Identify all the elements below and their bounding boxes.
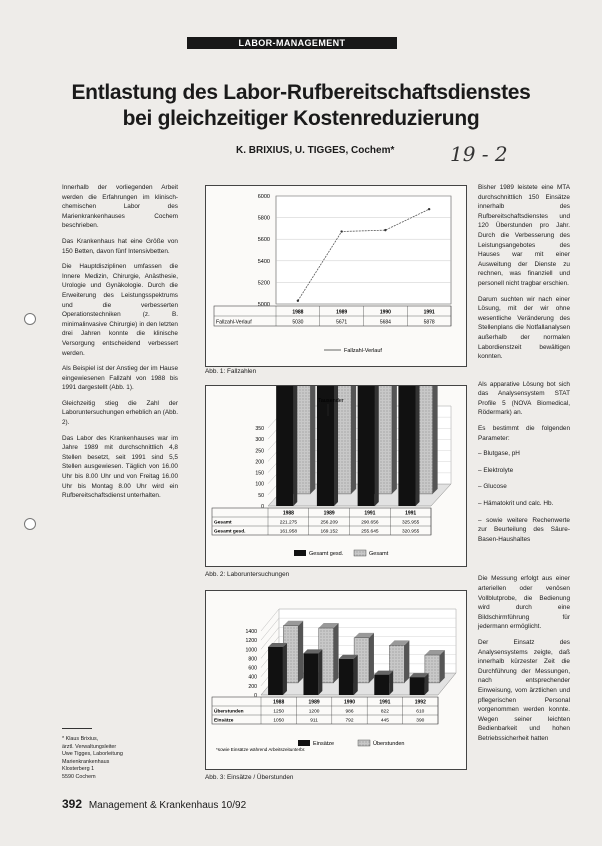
- bar-side: [293, 386, 297, 506]
- parameter-item: – Blutgase, pH: [478, 450, 520, 458]
- footnote-line: ärztl. Verwaltungsleiter: [62, 743, 117, 750]
- y-tick-label: 0: [254, 693, 257, 699]
- footnote-rule: [62, 728, 92, 729]
- paragraph: Darum suchten wir nach einer Lösung, mit der wir ohne wesentliche Veränderung des Stellenplans die Notfallanalysen außerhalb der normalen Labordienstzeit bewältigen konnten.: [478, 295, 570, 361]
- paragraph: Die Hauptdisziplinen umfassen die Innere Medizin, Chirurgie, Anästhesie, Urologie und Gynäkologie. Durch die Erweiterung des Leistungsspektrums und die verbesserten Operationstechniken (z. B. minimalinvasive Chirurgie) in den letzten drei Jahren konnte die klinische Versorgung entscheidend verbessert werden.: [62, 263, 178, 357]
- data-point: [384, 229, 386, 231]
- publication-name: Management & Krankenhaus 10/92: [88, 800, 247, 811]
- bar-side: [389, 671, 393, 695]
- paragraph: Das Krankenhaus hat eine Größe von 150 Betten, davon fünf Intensivbetten.: [62, 237, 178, 255]
- x-tick-label: 1992: [414, 699, 426, 706]
- table-row-label: Überstunden: [214, 709, 244, 715]
- y-tick-label: 300: [255, 437, 264, 444]
- y-tick-label: 6000: [257, 194, 270, 200]
- data-label: 221.275: [279, 520, 298, 526]
- x-tick-label: 1989: [308, 699, 320, 706]
- page-footer: [62, 797, 246, 811]
- y-tick-label: 800: [248, 656, 257, 663]
- x-tick-label: 1988: [273, 699, 285, 706]
- x-tick-label: 1991: [405, 510, 417, 517]
- bar-side: [298, 621, 303, 683]
- legend-swatch: [298, 740, 310, 746]
- paragraph: Innerhalb der vorliegenden Arbeit werden die Erfahrungen im klinisch-chemischen Labor des Marienkrankenhauses Cochem beschrieben.: [62, 184, 178, 230]
- bar-chart-einsaetze: [206, 591, 466, 769]
- footnote-line: * Klaus Brixius,: [62, 736, 99, 742]
- bar-side: [392, 386, 397, 494]
- bar-side: [354, 655, 358, 695]
- legend-label: Gesamt: [369, 551, 389, 557]
- y-tick-label: 100: [255, 481, 264, 488]
- left-column: [62, 183, 178, 507]
- parameter-item: – sowie weitere Rechenwerte zur Beurteilung des Säure-Basen-Haushaltes: [478, 516, 570, 543]
- bar-side: [318, 649, 322, 695]
- data-label: 1200: [308, 709, 320, 715]
- data-point: [340, 230, 342, 232]
- data-label: 5030: [292, 319, 304, 326]
- bar-Gesamt gesd.: [317, 386, 334, 506]
- data-label: 290.656: [361, 520, 379, 526]
- table-row-label: Gesamt: [214, 520, 232, 526]
- data-label: 169.152: [320, 529, 338, 535]
- parameter-item: – Elektrolyte: [478, 466, 514, 474]
- figure-2-caption: Abb. 2: Laboruntersuchungen: [205, 571, 290, 578]
- title-line-1: Entlastung des Labor-Rufbereitschaftsdienstes: [71, 81, 531, 104]
- legend-swatch: [354, 550, 366, 556]
- chart-note: *sowie Einsätze während Arbeitszeitunterbr.: [216, 747, 306, 752]
- y-tick-label: 5400: [257, 258, 270, 265]
- bar-Einsätze: [374, 675, 389, 695]
- paragraph: Die Messung erfolgt aus einer arteriellen oder venösen Vollblutprobe, die Bedienung wird durch eine Bildschirmführung für jedermann ermöglicht.: [478, 575, 570, 631]
- paragraph: Gleichzeitig stieg die Zahl der Laboruntersuchungen erheblich an (Abb. 2).: [62, 399, 178, 427]
- bar-side: [404, 640, 409, 683]
- y-tick-label: 0: [261, 504, 264, 510]
- legend-label: Überstunden: [373, 741, 405, 747]
- legend-label: Einsätze: [313, 741, 335, 747]
- data-label: 320.955: [401, 529, 420, 535]
- y-tick-label: 400: [248, 674, 257, 681]
- line-chart-fallzahlen: [206, 186, 466, 366]
- data-label: 325.955: [401, 520, 420, 526]
- page-number: 392: [62, 797, 83, 811]
- footnote: [62, 728, 178, 782]
- bar-Einsätze: [410, 677, 425, 695]
- gridline: [261, 618, 279, 640]
- data-label: 986: [345, 709, 354, 715]
- legend-swatch: [294, 550, 306, 556]
- legend-swatch: [358, 740, 370, 746]
- section-banner: LABOR-MANAGEMENT: [187, 37, 397, 49]
- bar-Gesamt gesd.: [276, 386, 293, 506]
- y-tick-label: 150: [255, 470, 264, 477]
- right-column: [478, 183, 570, 750]
- bar-side: [440, 650, 445, 683]
- bar-side: [433, 386, 438, 494]
- figure-2-chart: [205, 385, 467, 567]
- y-tick-label: 1400: [245, 629, 257, 635]
- figure-3-caption: Abb. 3: Einsätze / Überstunden: [205, 774, 294, 781]
- x-tick-label: 1989: [336, 309, 348, 316]
- article-title: [40, 80, 562, 132]
- bar-side: [416, 386, 420, 506]
- footnote-line: Klosterberg 1: [62, 766, 95, 773]
- y-tick-label: 5800: [257, 215, 270, 222]
- paragraph: Als apparative Lösung bot sich das Analysensystem STAT Profile 5 (NOVA Biomedical, Rödermark) an.: [478, 380, 570, 417]
- authors: K. BRIXIUS, U. TIGGES, Cochem*: [236, 145, 395, 156]
- table-row-label: Gesamt gesd.: [214, 529, 246, 535]
- bar-Einsätze: [303, 653, 318, 695]
- table-row-label: Fallzahl-Verlauf: [216, 319, 252, 326]
- bar-Gesamt gesd.: [398, 386, 415, 506]
- y-tick-label: 5000: [257, 302, 270, 308]
- y-tick-label: 1200: [245, 638, 257, 645]
- figure-1-chart: [205, 185, 467, 367]
- bar-Gesamt gesd.: [358, 386, 375, 506]
- bar-side: [351, 386, 356, 494]
- bar-side: [369, 633, 374, 683]
- data-label: 5671: [336, 319, 348, 326]
- title-line-2: bei gleichzeitiger Kostenreduzierung: [122, 107, 480, 130]
- x-tick-label: 1991: [364, 510, 376, 517]
- y-tick-label: 350: [255, 426, 264, 432]
- x-tick-label: 1990: [343, 699, 356, 706]
- y-tick-label: 1000: [245, 647, 257, 654]
- parameter-item: – Glucose: [478, 483, 507, 491]
- y-tick-label: 250: [255, 448, 264, 455]
- y-tick-label: 50: [258, 492, 264, 499]
- y-tick-label: 200: [248, 683, 257, 690]
- legend-label: Fallzahl-Verlauf: [344, 348, 382, 354]
- data-point: [428, 208, 430, 210]
- data-label: 445: [380, 718, 389, 724]
- data-label: 256.209: [320, 520, 338, 526]
- x-tick-label: 1991: [423, 309, 435, 316]
- data-label: 911: [310, 718, 318, 724]
- bar-side: [334, 386, 338, 506]
- paragraph: Das Labor des Krankenhauses war im Jahre 1989 mit durchschnittlich 4,8 Stellen besetzt, seit 1991 sind 5,5 Stellen ausgewiesen. Täglich von 16.00 Uhr bis 8.00 Uhr und von Freitag 16.00 Uhr bis Montag 8.00 Uhr wird ein Rufbereitschaftsdienst unterhalten.: [62, 434, 178, 500]
- data-label: 161.958: [279, 529, 298, 535]
- paragraph: Es bestimmt die folgenden Parameter:: [478, 425, 570, 442]
- paragraph: Als Beispiel ist der Anstieg der im Hause eingewiesenen Fallzahl von 1988 bis 1991 dargestellt (Abb. 1).: [62, 365, 178, 392]
- paragraph: Bisher 1989 leistete eine MTA durchschnittlich 150 Einsätze innerhalb des Rufbereitschaftsdienstes und 120 Überstunden pro Jahr. Durch die Verbesserung des Leistungsangebotes des Hauses war mit einer Ausweitung der Dienste zu rechnen, was finanziell und personell nicht tragbar erschien.: [478, 184, 570, 287]
- data-point: [297, 300, 299, 302]
- parameter-list: [478, 449, 570, 544]
- bar-side: [283, 643, 287, 695]
- gridline: [261, 609, 279, 631]
- handwritten-note: 19 - 2: [450, 142, 508, 166]
- y-tick-label: 5200: [257, 280, 270, 287]
- figure-1-caption: Abb. 1: Fallzahlen: [205, 368, 257, 375]
- data-label: 390: [416, 718, 425, 724]
- plot-area: [276, 196, 451, 304]
- x-tick-label: 1991: [379, 699, 391, 706]
- figure-3-chart: [205, 590, 467, 770]
- bar-side: [310, 386, 315, 494]
- table-row-label: Einsätze: [214, 718, 234, 724]
- x-tick-label: 1990: [379, 309, 391, 316]
- bar-chart-laboruntersuchungen: [206, 386, 466, 566]
- data-label: 822: [380, 709, 389, 715]
- bar-side: [375, 386, 379, 506]
- bar-side: [334, 623, 339, 683]
- x-tick-label: 1988: [292, 309, 304, 316]
- punch-hole: [24, 518, 36, 530]
- footnote-line: Uwe Tigges, Laborleitung: [62, 751, 123, 758]
- y-tick-label: 5600: [257, 237, 270, 244]
- data-label: 255.645: [361, 529, 379, 535]
- data-label: 5684: [379, 319, 391, 326]
- y-tick-label: 200: [255, 459, 264, 466]
- y-tick-label: 600: [248, 665, 257, 672]
- data-label: 5878: [423, 319, 435, 326]
- bar-Einsätze: [339, 659, 354, 695]
- footnote-line: Marienkrankenhaus: [62, 758, 110, 765]
- data-table: [212, 697, 438, 724]
- data-label: 792: [345, 718, 354, 724]
- punch-hole: [24, 313, 36, 325]
- x-tick-label: 1988: [282, 510, 294, 517]
- x-tick-label: 1989: [323, 510, 335, 517]
- data-label: 1050: [273, 718, 285, 724]
- parameter-item: – Hämatokrit und calc. Hb.: [478, 500, 554, 508]
- annotation: Tausender: [318, 398, 344, 404]
- bar-Einsätze: [268, 647, 283, 695]
- data-label: 610: [416, 709, 425, 715]
- footnote-line: 5590 Cochem: [62, 773, 96, 780]
- legend-label: Gesamt gesd.: [309, 551, 344, 557]
- data-label: 1250: [273, 709, 285, 715]
- paragraph: Der Einsatz des Analysensystems zeigte, daß innerhalb kürzester Zeit die Durchführung der Messungen, nach entsprechender Einweisung, vom ärztlichen und pflegerischen Personal vorgenommen werden konnte. Wegen seiner leichten Bedienbarkeit und hohen Betriebssicherheit hatten: [478, 638, 570, 742]
